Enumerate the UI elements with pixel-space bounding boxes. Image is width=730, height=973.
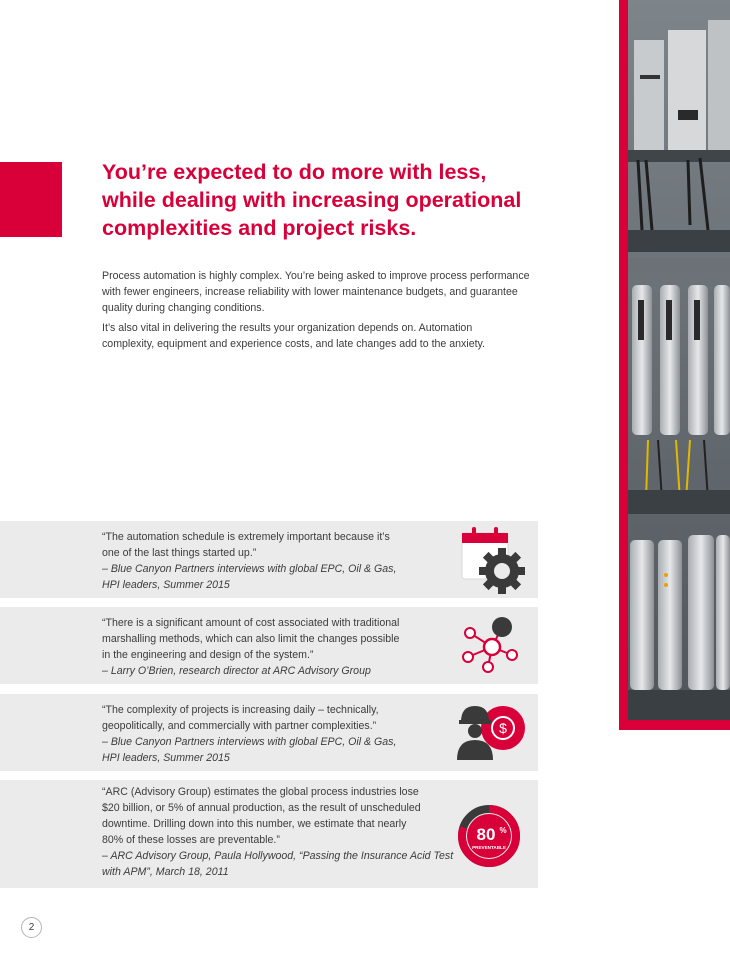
- intro-paragraph: [102, 320, 552, 352]
- page-headline: [102, 158, 552, 242]
- quote-line: “There is a significant amount of cost associated with traditional: [102, 617, 400, 629]
- worker-cost-icon: [455, 700, 525, 762]
- quote-source: HPI leaders, Summer 2015: [102, 752, 230, 764]
- badge-value: 80: [476, 825, 496, 844]
- text-line: quality during changing conditions.: [102, 302, 265, 314]
- quote-line: “The complexity of projects is increasing daily – technically,: [102, 704, 379, 716]
- quote-text: [102, 529, 442, 593]
- quote-box: [0, 780, 538, 888]
- quote-box: [0, 694, 538, 771]
- percentage-gauge-icon: [457, 804, 521, 868]
- quote-line: 80% of these losses are preventable.”: [102, 834, 280, 846]
- text-line: It’s also vital in delivering the results your organization depends on. Automation: [102, 322, 473, 334]
- network-nodes-icon: [458, 615, 522, 675]
- page-number: 2: [21, 917, 42, 938]
- quote-text: [102, 784, 454, 880]
- badge-label: PREVENTABLE: [472, 845, 506, 850]
- quote-source: – Blue Canyon Partners interviews with global EPC, Oil & Gas,: [102, 563, 397, 575]
- intro-paragraph: [102, 268, 552, 316]
- headline-line: You’re expected to do more with less,: [102, 160, 487, 184]
- quote-text: [102, 702, 442, 766]
- quote-source: with APM”, March 18, 2011: [102, 866, 229, 878]
- svg-text:$: $: [499, 720, 507, 736]
- quote-line: geopolitically, and commercially with partner complexities.”: [102, 720, 377, 732]
- headline-line: complexities and project risks.: [102, 216, 417, 240]
- quote-box: [0, 607, 538, 684]
- text-line: Process automation is highly complex. You’re being asked to improve process performance: [102, 270, 530, 282]
- quote-line: “The automation schedule is extremely important because it’s: [102, 531, 390, 543]
- quote-source: HPI leaders, Summer 2015: [102, 579, 230, 591]
- intro-text: [102, 268, 552, 356]
- quote-box: [0, 521, 538, 598]
- text-line: complexity, equipment and experience costs, and late changes add to the anxiety.: [102, 338, 485, 350]
- quote-line: “ARC (Advisory Group) estimates the global process industries lose: [102, 786, 419, 798]
- quote-source: – Blue Canyon Partners interviews with global EPC, Oil & Gas,: [102, 736, 397, 748]
- headline-line: while dealing with increasing operational: [102, 188, 522, 212]
- equipment-photo: [628, 0, 730, 720]
- badge-unit: %: [499, 826, 507, 835]
- quote-line: $20 billion, or 5% of annual production, as the result of unscheduled: [102, 802, 421, 814]
- calendar-gear-icon: [460, 525, 526, 595]
- quote-line: one of the last things started up.”: [102, 547, 257, 559]
- quote-source: – ARC Advisory Group, Paula Hollywood, “Passing the Insurance Acid Test: [102, 850, 454, 862]
- quote-line: downtime. Drilling down into this number, we estimate that nearly: [102, 818, 407, 830]
- quote-source: – Larry O’Brien, research director at ARC Advisory Group: [102, 665, 371, 677]
- quote-line: marshalling methods, which can also limit the changes possible: [102, 633, 400, 645]
- quote-line: in the engineering and design of the system.”: [102, 649, 314, 661]
- quote-text: [102, 615, 442, 679]
- accent-block: [0, 162, 62, 237]
- text-line: with fewer engineers, increase reliability with lower maintenance budgets, and guarantee: [102, 286, 518, 298]
